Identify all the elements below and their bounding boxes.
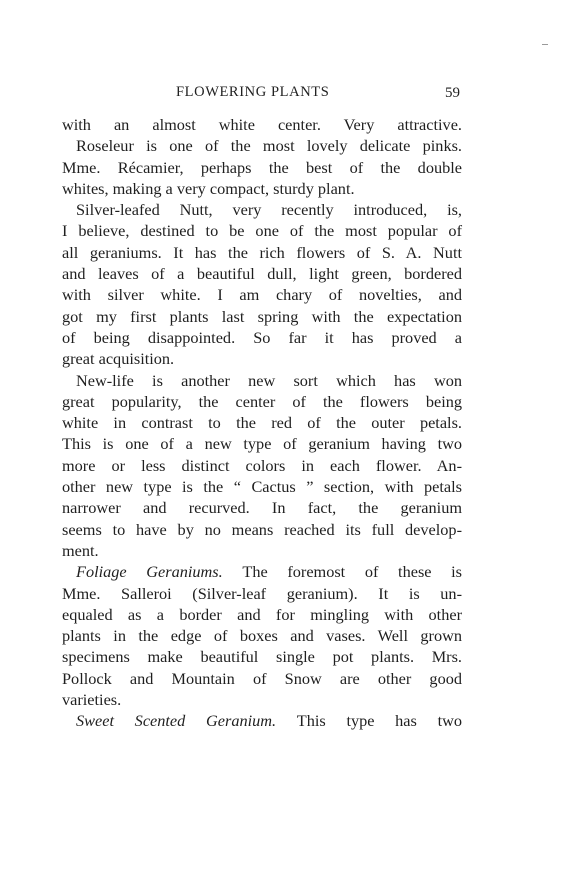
text-line: Roseleur is one of the most lovely delicate pinks.	[76, 136, 462, 156]
page-header	[62, 84, 462, 106]
text-line: more or less distinct colors in each flower. An-	[62, 455, 462, 475]
text-line: white in contrast to the red of the outer petals.	[62, 413, 462, 433]
text-line: whites, making a very compact, sturdy plant.	[62, 178, 355, 198]
page-number: 59	[445, 85, 460, 101]
text-line: great popularity, the center of the flowers being	[62, 391, 462, 411]
text-line	[62, 561, 462, 582]
running-head: FLOWERING PLANTS	[176, 84, 330, 100]
text-line: other new type is the “ Cactus ” section, with petals	[62, 477, 462, 497]
text-line: great acquisition.	[62, 349, 175, 369]
section-heading: Foliage Geraniums.	[76, 562, 223, 582]
text-line: ment.	[62, 540, 99, 560]
text-line-content: This type has two	[296, 711, 462, 731]
text-line: plants in the edge of boxes and vases. Well grown	[62, 626, 462, 646]
text-line: specimens make beautiful single pot plants. Mrs.	[62, 647, 462, 667]
body-text	[62, 114, 462, 732]
section-heading: Sweet Scented Geranium.	[76, 711, 277, 731]
margin-mark	[542, 44, 548, 45]
text-line: and leaves of a beautiful dull, light green, bordered	[62, 264, 462, 284]
text-line: with an almost white center. Very attractive.	[62, 115, 462, 134]
text-line: of being disappointed. So far it has proved a	[62, 327, 462, 347]
text-line: Silver-leafed Nutt, very recently introduced, is,	[76, 200, 462, 220]
text-line: Mme. Salleroi (Silver-leaf geranium). It is un-	[62, 583, 462, 603]
text-line: equaled as a border and for mingling with other	[62, 604, 462, 624]
text-line: Pollock and Mountain of Snow are other good	[62, 668, 462, 688]
text-line: seems to have by no means reached its full develop-	[62, 519, 462, 539]
text-line: This is one of a new type of geranium having two	[62, 434, 462, 454]
text-line-content: The foremost of these is	[242, 562, 463, 582]
text-line: I believe, destined to be one of the most popular of	[62, 221, 462, 241]
text-line	[62, 710, 462, 731]
text-line: New-life is another new sort which has won	[76, 370, 462, 390]
text-line: varieties.	[62, 690, 122, 710]
text-line: with silver white. I am chary of novelties, and	[62, 285, 462, 305]
text-line: all geraniums. It has the rich flowers of S. A. Nutt	[62, 242, 462, 262]
text-line: got my first plants last spring with the expectation	[62, 306, 462, 326]
text-line: Mme. Récamier, perhaps the best of the double	[62, 157, 462, 177]
text-line: narrower and recurved. In fact, the geranium	[62, 498, 462, 518]
